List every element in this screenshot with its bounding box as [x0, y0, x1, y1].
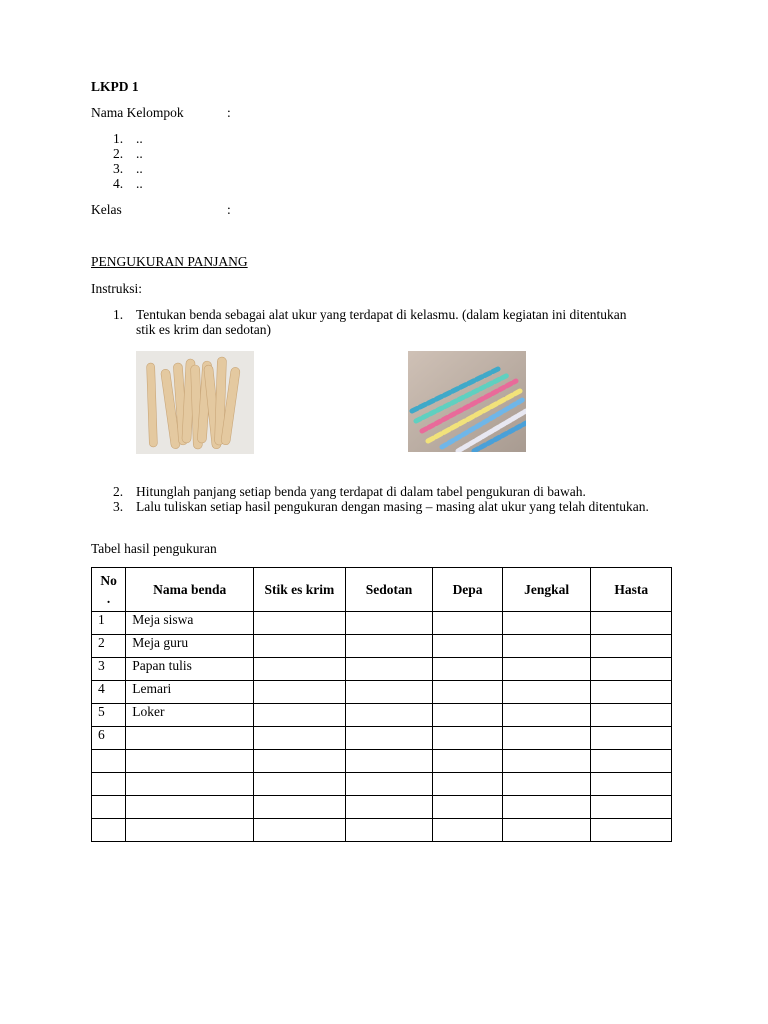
measurement-cell — [254, 704, 346, 727]
measurement-cell — [433, 819, 502, 842]
header-stick: Stik es krim — [254, 568, 346, 612]
measurement-cell — [433, 796, 502, 819]
row-number-cell — [92, 750, 126, 773]
measurement-cell — [591, 635, 672, 658]
measurement-cell — [591, 681, 672, 704]
table-row — [92, 819, 672, 842]
measurement-cell — [502, 658, 591, 681]
step-number: 3. — [113, 499, 124, 514]
row-number-cell — [92, 796, 126, 819]
row-number-cell — [92, 773, 126, 796]
group-name-label: Nama Kelompok — [91, 105, 184, 120]
measurement-cell — [502, 819, 591, 842]
object-name-cell — [126, 750, 254, 773]
measurement-cell — [502, 681, 591, 704]
row-number-cell: 1 — [92, 612, 126, 635]
measurement-cell — [254, 819, 346, 842]
measurement-cell — [591, 796, 672, 819]
measurement-cell — [433, 727, 502, 750]
step-text: Lalu tuliskan setiap hasil pengukuran dengan masing – masing alat ukur yang telah ditentukan. — [136, 499, 649, 514]
measurement-cell — [433, 773, 502, 796]
measurement-cell — [433, 681, 502, 704]
header-jengkal: Jengkal — [502, 568, 591, 612]
group-name-colon: : — [227, 105, 231, 120]
member-value: .. — [136, 131, 143, 146]
object-name-cell — [126, 727, 254, 750]
measurement-cell — [254, 773, 346, 796]
header-hasta: Hasta — [591, 568, 672, 612]
measurement-cell — [433, 658, 502, 681]
measurement-cell — [254, 727, 346, 750]
measurement-table — [91, 567, 672, 842]
object-name-cell: Loker — [126, 704, 254, 727]
object-name-cell — [126, 773, 254, 796]
table-row — [92, 727, 672, 750]
measurement-cell — [502, 750, 591, 773]
instructions-label: Instruksi: — [91, 281, 143, 296]
row-number-cell: 6 — [92, 727, 126, 750]
object-name-cell: Meja guru — [126, 635, 254, 658]
member-value: .. — [136, 176, 143, 191]
ice-cream-sticks-image — [136, 351, 254, 454]
table-caption: Tabel hasil pengukuran — [91, 541, 217, 556]
measurement-cell — [591, 750, 672, 773]
measurement-cell — [345, 681, 433, 704]
header-no: No . — [92, 568, 126, 612]
table-header-row — [92, 568, 672, 612]
row-number-cell: 5 — [92, 704, 126, 727]
step-number: 2. — [113, 484, 124, 499]
measurement-cell — [345, 819, 433, 842]
measurement-cell — [345, 704, 433, 727]
measurement-cell — [345, 658, 433, 681]
measurement-cell — [502, 612, 591, 635]
header-depa: Depa — [433, 568, 502, 612]
member-value: .. — [136, 161, 143, 176]
object-name-cell — [126, 796, 254, 819]
member-number: 1. — [113, 131, 124, 146]
object-name-cell — [126, 819, 254, 842]
straws-image — [408, 351, 526, 452]
row-number-cell: 4 — [92, 681, 126, 704]
measurement-cell — [433, 612, 502, 635]
measurement-cell — [591, 612, 672, 635]
measurement-cell — [254, 796, 346, 819]
measurement-cell — [591, 773, 672, 796]
member-number: 2. — [113, 146, 124, 161]
measurement-cell — [345, 635, 433, 658]
table-row — [92, 612, 672, 635]
measurement-cell — [502, 727, 591, 750]
step-number: 1. — [113, 307, 124, 322]
class-label: Kelas — [91, 202, 122, 217]
row-number-cell — [92, 819, 126, 842]
measurement-cell — [345, 612, 433, 635]
row-number-cell: 3 — [92, 658, 126, 681]
step-text: Hitunglah panjang setiap benda yang terdapat di dalam tabel pengukuran di bawah. — [136, 484, 586, 499]
measurement-cell — [254, 635, 346, 658]
measurement-cell — [502, 635, 591, 658]
object-name-cell: Meja siswa — [126, 612, 254, 635]
table-row — [92, 773, 672, 796]
member-value: .. — [136, 146, 143, 161]
measurement-cell — [254, 612, 346, 635]
measurement-cell — [345, 727, 433, 750]
document-title: LKPD 1 — [91, 79, 139, 94]
table-row — [92, 796, 672, 819]
measurement-cell — [502, 796, 591, 819]
object-name-cell: Papan tulis — [126, 658, 254, 681]
measurement-cell — [345, 750, 433, 773]
measurement-cell — [591, 819, 672, 842]
table-row — [92, 635, 672, 658]
measurement-cell — [433, 750, 502, 773]
step-text: Tentukan benda sebagai alat ukur yang terdapat di kelasmu. (dalam kegiatan ini ditentukan stik es krim dan sedotan) — [136, 307, 627, 337]
measurement-cell — [254, 750, 346, 773]
measurement-cell — [433, 635, 502, 658]
measurement-cell — [345, 796, 433, 819]
section-heading: PENGUKURAN PANJANG — [91, 254, 248, 269]
measurement-cell — [433, 704, 502, 727]
measurement-cell — [254, 658, 346, 681]
measurement-cell — [345, 773, 433, 796]
row-number-cell: 2 — [92, 635, 126, 658]
measurement-cell — [591, 727, 672, 750]
header-straw: Sedotan — [345, 568, 433, 612]
object-name-cell: Lemari — [126, 681, 254, 704]
member-number: 3. — [113, 161, 124, 176]
class-colon: : — [227, 202, 231, 217]
table-row — [92, 750, 672, 773]
member-number: 4. — [113, 176, 124, 191]
measurement-cell — [254, 681, 346, 704]
header-name: Nama benda — [126, 568, 254, 612]
table-row — [92, 681, 672, 704]
measurement-cell — [591, 658, 672, 681]
measurement-cell — [502, 704, 591, 727]
measurement-cell — [502, 773, 591, 796]
table-row — [92, 704, 672, 727]
measurement-cell — [591, 704, 672, 727]
table-row — [92, 658, 672, 681]
